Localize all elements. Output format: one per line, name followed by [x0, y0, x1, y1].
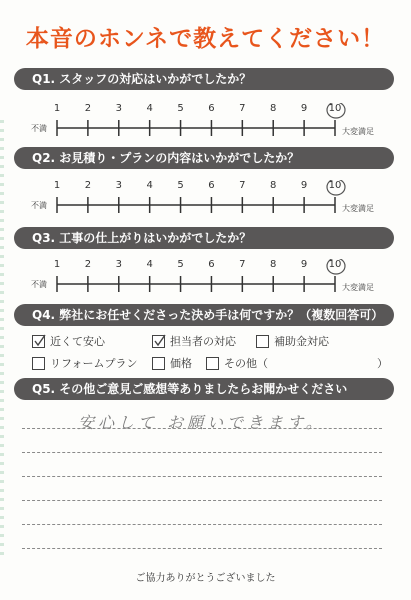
- option-subsidy-label: 補助金対応: [274, 335, 329, 348]
- scale-number[interactable]: 6: [208, 180, 215, 191]
- write-line: [22, 428, 382, 429]
- checkbox-price[interactable]: [152, 357, 165, 370]
- option-subsidy[interactable]: [256, 333, 329, 349]
- scale-number[interactable]: 7: [239, 259, 246, 270]
- option-price[interactable]: [152, 355, 192, 371]
- scale-number[interactable]: 4: [146, 103, 153, 114]
- scale-number[interactable]: 9: [300, 103, 308, 114]
- scale-number[interactable]: 7: [239, 103, 246, 114]
- scale-number[interactable]: 6: [208, 103, 215, 114]
- checkbox-reform-plan[interactable]: [32, 357, 45, 370]
- checkbox-subsidy[interactable]: [256, 335, 269, 348]
- write-line: [22, 452, 382, 453]
- scale-number[interactable]: 2: [84, 180, 92, 191]
- write-line: [22, 476, 382, 477]
- question-1-label: Q1. スタッフの対応はいかがでしたか？: [32, 72, 252, 86]
- scale-number[interactable]: 1: [53, 259, 61, 270]
- scale-number[interactable]: 8: [270, 180, 277, 191]
- scale-number[interactable]: 9: [300, 259, 308, 270]
- question-5-label: Q5. その他ご意見ご感想等ありましたらお聞かせください: [32, 382, 348, 396]
- scale-number[interactable]: 3: [115, 180, 122, 191]
- scale-number[interactable]: 5: [177, 103, 184, 114]
- option-staff-response-label: 担当者の対応: [170, 335, 236, 348]
- scale-number[interactable]: 1: [53, 180, 61, 191]
- scale-left-label: 不満: [31, 124, 47, 133]
- scale-number[interactable]: 10: [328, 180, 342, 191]
- question-5-answer: 安心して お願いできます。: [78, 413, 326, 432]
- scale-number[interactable]: 4: [146, 180, 153, 191]
- scale-number[interactable]: 5: [177, 259, 184, 270]
- write-line: [22, 500, 382, 501]
- scale-number[interactable]: 7: [239, 180, 246, 191]
- scale-number[interactable]: 8: [270, 103, 277, 114]
- write-line: [22, 524, 382, 525]
- question-4-label: Q4. 弊社にお任せくださった決め手は何ですか？（複数回答可）: [32, 308, 384, 322]
- option-other-close-paren: ）: [377, 357, 388, 370]
- scale-left-label: 不満: [31, 201, 47, 210]
- scale-number[interactable]: 6: [208, 259, 215, 270]
- option-price-label: 価格: [170, 357, 192, 370]
- question-5-header: [14, 378, 394, 400]
- scale-right-label: 大変満足: [342, 283, 374, 292]
- scale-number[interactable]: 9: [300, 180, 308, 191]
- question-3-label: Q3. 工事の仕上がりはいかがでしたか？: [32, 231, 252, 245]
- option-other-close: [377, 355, 388, 371]
- question-2-header: [14, 147, 394, 169]
- question-3-header: [14, 227, 394, 249]
- option-other-label: その他（: [224, 357, 268, 370]
- scale-number[interactable]: 2: [84, 103, 92, 114]
- scale-number[interactable]: 3: [115, 259, 122, 270]
- page-title: 本音のホンネで教えてください！: [25, 26, 386, 52]
- checkbox-other[interactable]: [206, 357, 219, 370]
- question-4-header: [14, 304, 394, 326]
- question-2-label: Q2. お見積り・プランの内容はいかがでしたか？: [32, 151, 300, 165]
- scale-left-label: 不満: [31, 280, 47, 289]
- scale-number[interactable]: 10: [328, 103, 342, 114]
- option-near-reassuring[interactable]: [32, 333, 105, 349]
- checkbox-staff-response[interactable]: [152, 335, 165, 348]
- scale-number[interactable]: 3: [115, 103, 122, 114]
- option-reform-plan[interactable]: [32, 355, 137, 371]
- scale-number[interactable]: 8: [270, 259, 277, 270]
- option-other[interactable]: [206, 355, 268, 371]
- scale-number[interactable]: 5: [177, 180, 184, 191]
- footer-thanks: ご協力ありがとうございました: [135, 573, 276, 584]
- scale-number[interactable]: 1: [53, 103, 61, 114]
- scale-right-label: 大変満足: [342, 127, 374, 136]
- option-staff-response[interactable]: [152, 333, 236, 349]
- write-line: [22, 548, 382, 549]
- scale-number[interactable]: 10: [328, 259, 342, 270]
- scale-right-label: 大変満足: [342, 204, 374, 213]
- scale-number[interactable]: 4: [146, 259, 153, 270]
- option-reform-plan-label: リフォームプラン: [50, 357, 138, 370]
- question-1-header: [14, 68, 394, 90]
- option-near-reassuring-label: 近くて安心: [50, 335, 105, 348]
- scale-number[interactable]: 2: [84, 259, 92, 270]
- checkbox-near-reassuring[interactable]: [32, 335, 45, 348]
